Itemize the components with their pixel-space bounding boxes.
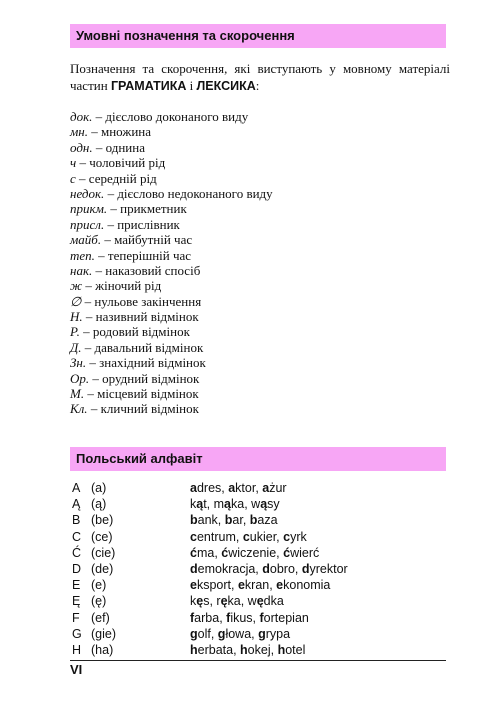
alphabet-letter: Ę [72, 594, 81, 609]
alphabet-letter: C [72, 529, 82, 544]
example-word-rest: ar, [232, 513, 250, 528]
example-word-rest: ortepian [263, 610, 309, 625]
alphabet-example-words [190, 593, 284, 609]
example-letter-highlight: b [190, 513, 198, 528]
example-letter-highlight: f [259, 610, 264, 625]
alphabet-letter-name: (ą) [91, 497, 107, 512]
alphabet-letter: H [72, 642, 82, 657]
example-letter-highlight: h [277, 642, 286, 657]
abbreviation-meaning: прислівник [117, 216, 180, 232]
example-word-rest: ka, w [227, 594, 257, 609]
alphabet-letter-name: (ha) [91, 642, 114, 657]
abbreviation-term: прикм. [70, 201, 108, 217]
example-letter-highlight: d [262, 561, 270, 576]
example-word-rest: ukier, [249, 529, 284, 544]
abbreviation-item [70, 278, 273, 293]
abbreviation-term: теп. [70, 247, 95, 263]
abbreviation-term: ч [70, 155, 77, 171]
alphabet-example-words [190, 610, 309, 626]
abbreviation-meaning: називний відмінок [95, 309, 199, 325]
abbreviation-term: ж [70, 278, 83, 294]
abbreviation-meaning: родовий відмінок [92, 324, 190, 340]
abbreviation-term: Кл. [70, 401, 88, 417]
abbreviation-term: одн. [70, 139, 93, 155]
alphabet-letter-name: (de) [91, 561, 114, 576]
abbreviation-dash: – [75, 170, 89, 186]
abbreviation-meaning: наказовий спосіб [105, 262, 201, 278]
example-letter-highlight: c [190, 529, 197, 544]
abbreviation-list [70, 109, 273, 417]
example-letter-highlight: ą [196, 497, 204, 512]
example-letter-highlight: d [301, 561, 310, 576]
example-word-rest: arba, [194, 610, 227, 625]
abbreviation-item [70, 324, 273, 339]
alphabet-letter-name: (ce) [91, 529, 113, 544]
alphabet-letter: D [72, 561, 82, 576]
example-letter-highlight: d [190, 561, 198, 576]
abbreviation-term: присл. [70, 216, 105, 232]
abbreviation-meaning: нульове закінчення [94, 293, 202, 309]
abbreviation-dash: – [81, 339, 95, 355]
alphabet-example-words [190, 561, 348, 577]
example-word-rest: rypa [265, 626, 291, 641]
intro-paragraph [70, 60, 450, 95]
abbreviation-item [70, 401, 273, 416]
example-word-rest: yrektor [309, 561, 348, 576]
example-word-rest: entrum, [196, 529, 243, 544]
page-number: VI [70, 662, 83, 677]
abbreviation-dash: – [82, 278, 96, 294]
abbreviation-dash: – [82, 309, 96, 325]
abbreviation-item [70, 217, 273, 232]
abbreviation-item [70, 386, 273, 401]
abbreviation-term: Д. [70, 339, 82, 355]
abbreviation-item [70, 186, 273, 201]
example-letter-highlight: ć [190, 545, 197, 560]
alphabet-example-words [190, 529, 307, 545]
example-letter-highlight: e [237, 578, 245, 593]
example-word-rest: erbata, [197, 642, 241, 657]
abbreviation-dash: – [79, 324, 93, 340]
part-grammar: ГРАМАТИКА [110, 79, 187, 93]
example-word-rest: otel [285, 642, 306, 657]
example-word-rest: dka [263, 594, 284, 609]
abbreviation-item [70, 263, 273, 278]
abbreviation-term: недок. [70, 185, 105, 201]
abbreviation-term: нак. [70, 262, 93, 278]
abbreviation-item [70, 294, 273, 309]
abbreviation-meaning: майбутній час [114, 232, 193, 248]
alphabet-letter-name: (ef) [91, 610, 110, 625]
abbreviation-item [70, 201, 273, 216]
alphabet-letter-name: (e) [91, 578, 107, 593]
alphabet-letter-name: (be) [91, 513, 114, 528]
intro-conj: і [186, 78, 197, 93]
alphabet-letter: Ć [72, 545, 82, 560]
example-word-rest: yrk [290, 529, 307, 544]
alphabet-example-words [190, 642, 305, 658]
abbreviation-meaning: середній рід [88, 170, 157, 186]
abbreviation-meaning: теперішній час [107, 247, 192, 263]
example-word-rest: wierć [290, 545, 320, 560]
intro-colon: : [255, 78, 260, 93]
example-word-rest: t, m [203, 497, 225, 512]
abbreviation-term: М. [70, 386, 85, 402]
abbreviation-item [70, 140, 273, 155]
abbreviation-dash: – [89, 370, 103, 386]
abbreviation-item [70, 109, 273, 124]
example-letter-highlight: c [242, 529, 250, 544]
abbreviation-item [70, 248, 273, 263]
abbreviation-dash: – [104, 185, 118, 201]
example-word-rest: ka, w [231, 497, 261, 512]
abbreviation-meaning: прикметник [120, 201, 187, 217]
example-word-rest: aza [257, 513, 278, 528]
abbreviation-term: Ор. [70, 370, 90, 386]
abbreviation-term: Р. [70, 324, 80, 340]
alphabet-example-words [190, 545, 319, 561]
example-letter-highlight: a [262, 481, 270, 495]
part-lexicon: ЛЕКСИКА [196, 79, 256, 93]
abbreviation-meaning: множина [101, 124, 152, 140]
alphabet-example-words [190, 480, 287, 496]
abbreviation-meaning: кличний відмінок [100, 401, 199, 417]
abbreviation-meaning: чоловічий рід [89, 155, 166, 171]
alphabet-example-words [190, 512, 278, 528]
example-word-rest: wiczenie, [228, 545, 284, 560]
example-word-rest: ktor, [235, 481, 263, 495]
abbreviation-term: с [70, 170, 76, 186]
example-word-rest: żur [269, 481, 287, 495]
abbreviation-meaning: орудний відмінок [102, 370, 200, 386]
alphabet-letter: Ą [72, 497, 81, 512]
abbreviation-dash: – [104, 216, 118, 232]
example-word-rest: ksport, [196, 578, 238, 593]
abbreviation-dash: – [92, 262, 106, 278]
alphabet-letter: F [72, 610, 80, 625]
abbreviation-meaning: знахідний відмінок [99, 355, 206, 371]
abbreviation-dash: – [84, 386, 98, 402]
abbreviation-meaning: дієслово недоконаного виду [117, 185, 273, 201]
abbreviation-dash: – [86, 355, 100, 371]
alphabet-letter: G [72, 626, 82, 641]
example-word-rest: k [190, 594, 197, 609]
example-letter-highlight: b [249, 513, 258, 528]
example-word-rest: ikus, [230, 610, 260, 625]
example-word-rest: okej, [247, 642, 278, 657]
abbreviation-dash: – [107, 201, 121, 217]
alphabet-letter-name: (a) [91, 481, 107, 495]
abbreviation-item [70, 309, 273, 324]
example-letter-highlight: ę [220, 594, 228, 609]
example-letter-highlight: ć [221, 545, 229, 560]
alphabet-letter-name: (gie) [91, 626, 117, 641]
abbreviation-meaning: місцевий відмінок [97, 386, 199, 402]
example-word-rest: konomia [283, 578, 331, 593]
abbreviation-term: майб. [70, 232, 102, 248]
abbreviation-item [70, 355, 273, 370]
section-header-polish-alphabet: Польський алфавіт [70, 447, 446, 471]
example-word-rest: k [190, 497, 197, 512]
abbreviation-item [70, 155, 273, 170]
example-letter-highlight: f [226, 610, 231, 625]
footer-rule [70, 660, 446, 661]
example-letter-highlight: e [276, 578, 284, 593]
example-word-rest: obro, [269, 561, 302, 576]
abbreviation-term: Зн. [70, 355, 87, 371]
example-letter-highlight: e [190, 578, 197, 593]
abbreviation-term: ∅ [70, 293, 82, 309]
alphabet-example-words [190, 577, 330, 593]
intro-text: Позначення та скорочення, які виступають у мовному матеріалі частин [70, 61, 450, 93]
abbreviation-item [70, 340, 273, 355]
example-word-rest: łowa, [225, 626, 259, 641]
alphabet-letter-name: (ę) [91, 594, 107, 609]
abbreviation-meaning: давальний відмінок [94, 339, 204, 355]
example-word-rest: dres, [196, 481, 229, 495]
abbreviation-dash: – [81, 293, 95, 309]
example-letter-highlight: a [190, 481, 197, 495]
abbreviation-dash: – [76, 155, 90, 171]
example-letter-highlight: g [190, 626, 198, 641]
example-letter-highlight: g [217, 626, 226, 641]
example-letter-highlight: ą [224, 497, 231, 512]
abbreviation-dash: – [94, 247, 108, 263]
example-letter-highlight: h [240, 642, 248, 657]
abbreviation-term: док. [70, 109, 93, 124]
example-word-rest: olf, [197, 626, 218, 641]
example-letter-highlight: ą [260, 497, 268, 512]
example-letter-highlight: c [283, 529, 291, 544]
example-letter-highlight: a [228, 481, 236, 495]
abbreviation-meaning: дієслово доконаного виду [105, 109, 249, 124]
section-header-abbreviations: Умовні позначення та скорочення [70, 24, 446, 48]
example-letter-highlight: ę [196, 594, 204, 609]
abbreviation-term: мн. [70, 124, 88, 140]
example-letter-highlight: b [224, 513, 233, 528]
alphabet-example-words [190, 496, 280, 512]
abbreviation-item [70, 371, 273, 386]
example-word-rest: emokracja, [197, 561, 263, 576]
abbreviation-dash: – [101, 232, 115, 248]
example-word-rest: sy [267, 497, 280, 512]
example-letter-highlight: g [258, 626, 266, 641]
example-letter-highlight: ć [283, 545, 291, 560]
abbreviation-item [70, 171, 273, 186]
abbreviation-dash: – [88, 124, 101, 140]
abbreviation-item [70, 124, 273, 139]
abbreviation-dash: – [92, 139, 106, 155]
abbreviation-item [70, 232, 273, 247]
abbreviation-meaning: жіночий рід [95, 278, 162, 294]
example-letter-highlight: ę [256, 594, 264, 609]
example-word-rest: s, r [203, 594, 221, 609]
alphabet-letter: B [72, 513, 81, 528]
alphabet-example-words [190, 626, 290, 642]
example-letter-highlight: h [190, 642, 198, 657]
example-word-rest: kran, [244, 578, 277, 593]
example-word-rest: ank, [197, 513, 225, 528]
alphabet-letter-name: (cie) [91, 545, 116, 560]
abbreviation-meaning: однина [105, 139, 145, 155]
example-letter-highlight: f [190, 610, 195, 625]
abbreviation-dash: – [92, 109, 106, 124]
abbreviation-dash: – [87, 401, 101, 417]
abbreviation-term: Н. [70, 309, 83, 325]
example-word-rest: ma, [196, 545, 222, 560]
alphabet-letter: E [72, 578, 81, 593]
alphabet-letter: A [72, 481, 81, 495]
